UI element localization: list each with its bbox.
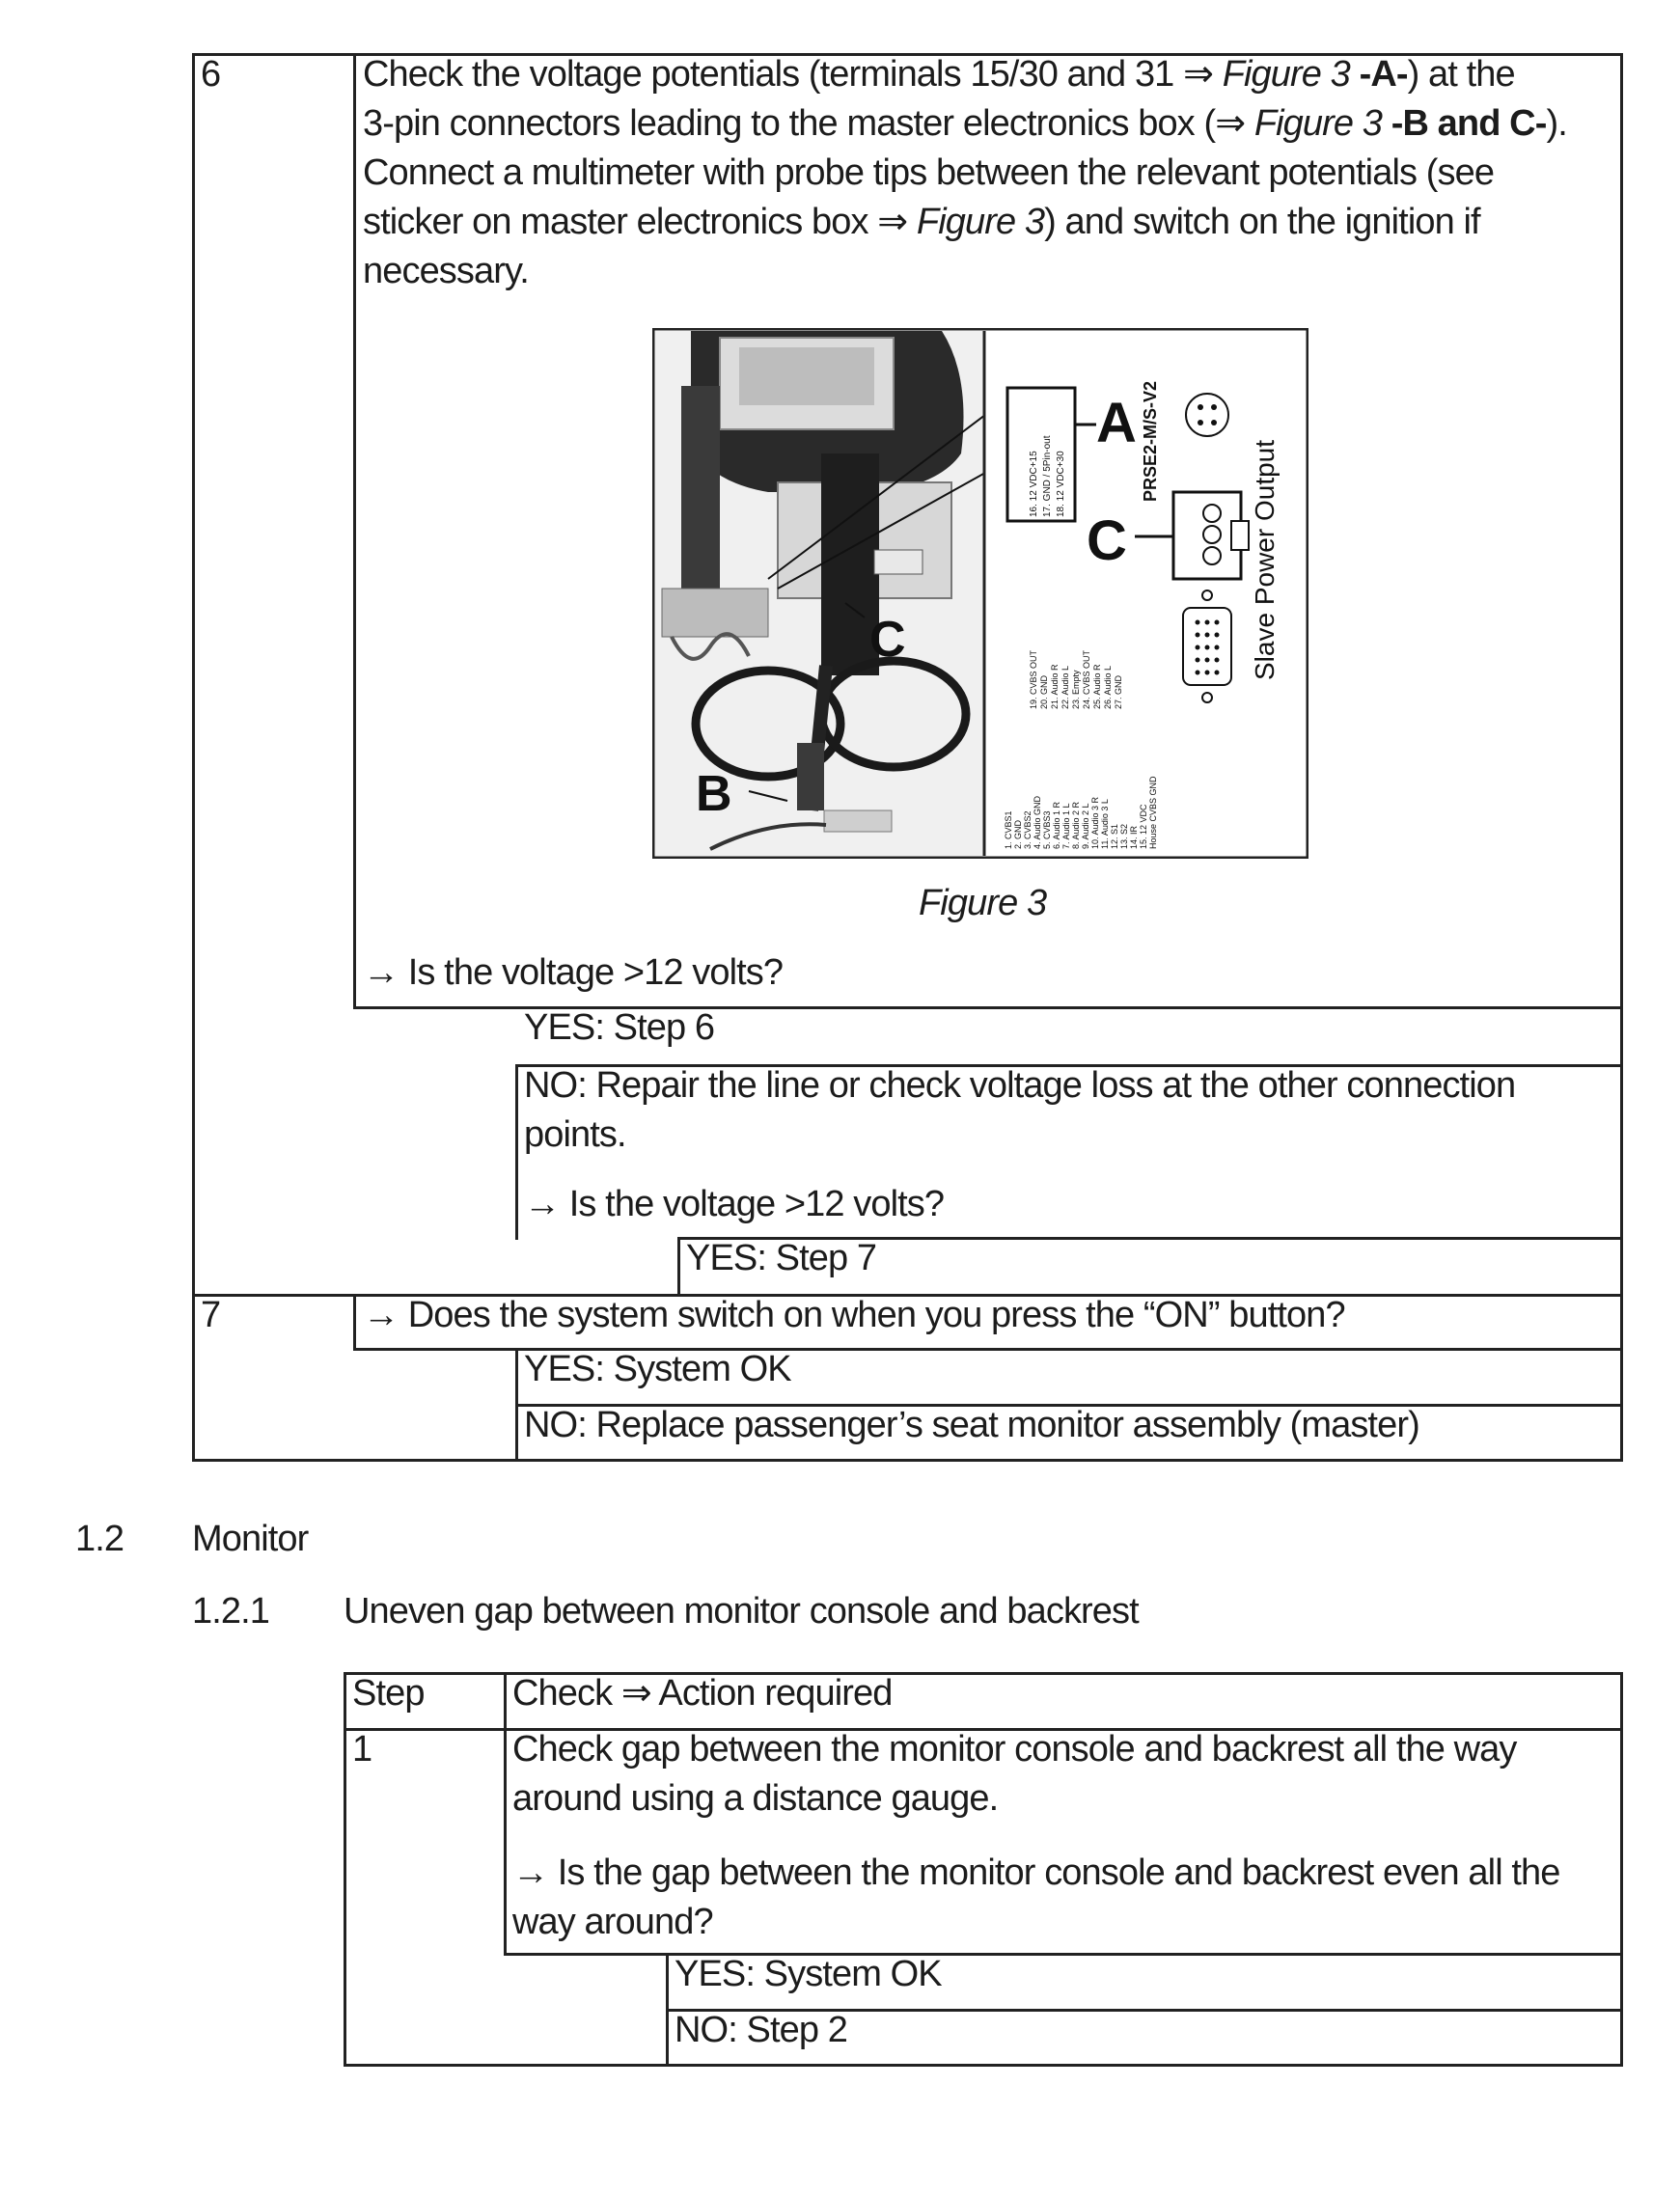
- column-header-step: Step: [352, 1673, 425, 1714]
- instruction-line: around using a distance gauge.: [512, 1778, 999, 1819]
- question: → Is the gap between the monitor console and backrest even all the: [512, 1852, 1560, 1893]
- rule: [353, 53, 356, 1009]
- pin-label: 25. Audio R: [1092, 664, 1102, 709]
- callout-c: C: [1087, 509, 1127, 572]
- side-mount: [681, 386, 720, 598]
- rule: [192, 53, 195, 1462]
- rule: [666, 1953, 669, 2067]
- pin-label: 9. Audio 2 L: [1081, 803, 1090, 849]
- pin-label: 26. Audio L: [1103, 665, 1113, 709]
- pin-label: 7. Audio 1 L: [1061, 803, 1071, 849]
- harness-connectors: [662, 589, 768, 637]
- pin-label: 3. CVBS2: [1023, 810, 1033, 849]
- no-answer: NO: Repair the line or check voltage loss at the other connection: [524, 1065, 1516, 1106]
- question: → Does the system switch on when you press the “ON” button?: [363, 1295, 1345, 1335]
- pin-label: 24. CVBS OUT: [1082, 649, 1091, 709]
- instruction-line: Check gap between the monitor console and backrest all the way: [512, 1729, 1517, 1770]
- subsection-title: Uneven gap between monitor console and backrest: [344, 1591, 1139, 1632]
- rule: [192, 1459, 1623, 1462]
- pin-label: 13. S2: [1119, 823, 1129, 849]
- no-answer: points.: [524, 1114, 626, 1155]
- instruction-line: sticker on master electronics box ⇒ Figure 3) and switch on the ignition if: [363, 202, 1480, 242]
- pin-label: 8. Audio 2 R: [1071, 801, 1081, 849]
- pin-label: 27. GND: [1114, 674, 1123, 709]
- connector-b: [797, 743, 824, 810]
- slave-power-output-label: Slave Power Output: [1250, 439, 1280, 680]
- pin-label: 23. Empty: [1071, 670, 1081, 709]
- question: → Is the voltage >12 volts?: [524, 1184, 945, 1224]
- rule: [1620, 1672, 1623, 2067]
- rule: [344, 1672, 346, 2067]
- no-answer: NO: Replace passenger’s seat monitor assembly (master): [524, 1405, 1419, 1445]
- rule: [515, 1064, 518, 1240]
- instruction-line: Check the voltage potentials (terminals 15/30 and 31 ⇒ Figure 3 -A-) at the: [363, 54, 1515, 95]
- section-number: 1.2: [75, 1519, 124, 1559]
- rule: [677, 1237, 680, 1297]
- pin-label: 22. Audio L: [1060, 665, 1070, 709]
- monitor-screen-inner: [739, 347, 874, 405]
- pin-label: 14. IR: [1129, 825, 1139, 849]
- sticker: [874, 550, 923, 574]
- no-answer: NO: Step 2: [675, 2010, 847, 2050]
- pin-label: 10. Audio 3 R: [1090, 796, 1100, 849]
- section-title: Monitor: [192, 1519, 309, 1559]
- step-number: 6: [201, 54, 221, 95]
- power-pin-label: 18. 12 VDC+30: [1056, 451, 1066, 517]
- instruction-line: Connect a multimeter with probe tips between the relevant potentials (see: [363, 152, 1495, 193]
- yes-answer: YES: Step 6: [524, 1007, 715, 1048]
- step-number: 1: [352, 1729, 372, 1770]
- subsection-number: 1.2.1: [192, 1591, 270, 1632]
- power-pin-label: 17. GND / 5Pin-out: [1042, 435, 1053, 517]
- question: → Is the voltage >12 volts?: [363, 952, 784, 993]
- pin-label: House CVBS GND: [1148, 776, 1158, 849]
- pin-label: 2. GND: [1013, 819, 1023, 849]
- question: way around?: [512, 1902, 713, 1942]
- pin-label: 15. 12 VDC: [1139, 804, 1148, 849]
- callout-a: A: [1096, 392, 1137, 454]
- pin-label: 19. CVBS OUT: [1029, 649, 1038, 709]
- column-header-check: Check ⇒ Action required: [512, 1673, 893, 1714]
- model-label: PRSE2-M/S-V2: [1141, 380, 1160, 502]
- pin-label: 11. Audio 3 L: [1100, 799, 1110, 849]
- yes-answer: YES: System OK: [675, 1954, 942, 1994]
- rule: [515, 1348, 518, 1462]
- pin-label: 21. Audio R: [1050, 664, 1060, 709]
- rule: [344, 2064, 1623, 2067]
- pin-label: 12. S1: [1110, 823, 1119, 849]
- rule: [504, 1672, 507, 1956]
- pin-label: 20. GND: [1039, 674, 1049, 709]
- instruction-line: necessary.: [363, 251, 529, 291]
- figure-caption: Figure 3: [919, 883, 1047, 923]
- yes-answer: YES: Step 7: [686, 1238, 877, 1278]
- rule: [353, 1294, 356, 1351]
- callout-b: B: [696, 766, 732, 822]
- rule: [504, 1953, 1623, 1956]
- pin-label: 5. CVBS3: [1042, 810, 1052, 849]
- pin-label: 4. Audio GND: [1033, 795, 1042, 849]
- yes-answer: YES: System OK: [524, 1349, 791, 1389]
- callout-c-photo: C: [869, 612, 906, 668]
- pin-label: 6. Audio 1 R: [1052, 801, 1061, 849]
- instruction-line: 3-pin connectors leading to the master electronics box (⇒ Figure 3 -B and C-).: [363, 103, 1567, 144]
- power-pin-label: 16. 12 VDC+15: [1029, 451, 1039, 517]
- pin-label: 1. CVBS1: [1004, 810, 1013, 849]
- step-number: 7: [201, 1295, 221, 1335]
- figure-3-connector-photo: [652, 328, 1308, 859]
- rule: [1620, 53, 1623, 1462]
- connector-plug: [824, 810, 892, 832]
